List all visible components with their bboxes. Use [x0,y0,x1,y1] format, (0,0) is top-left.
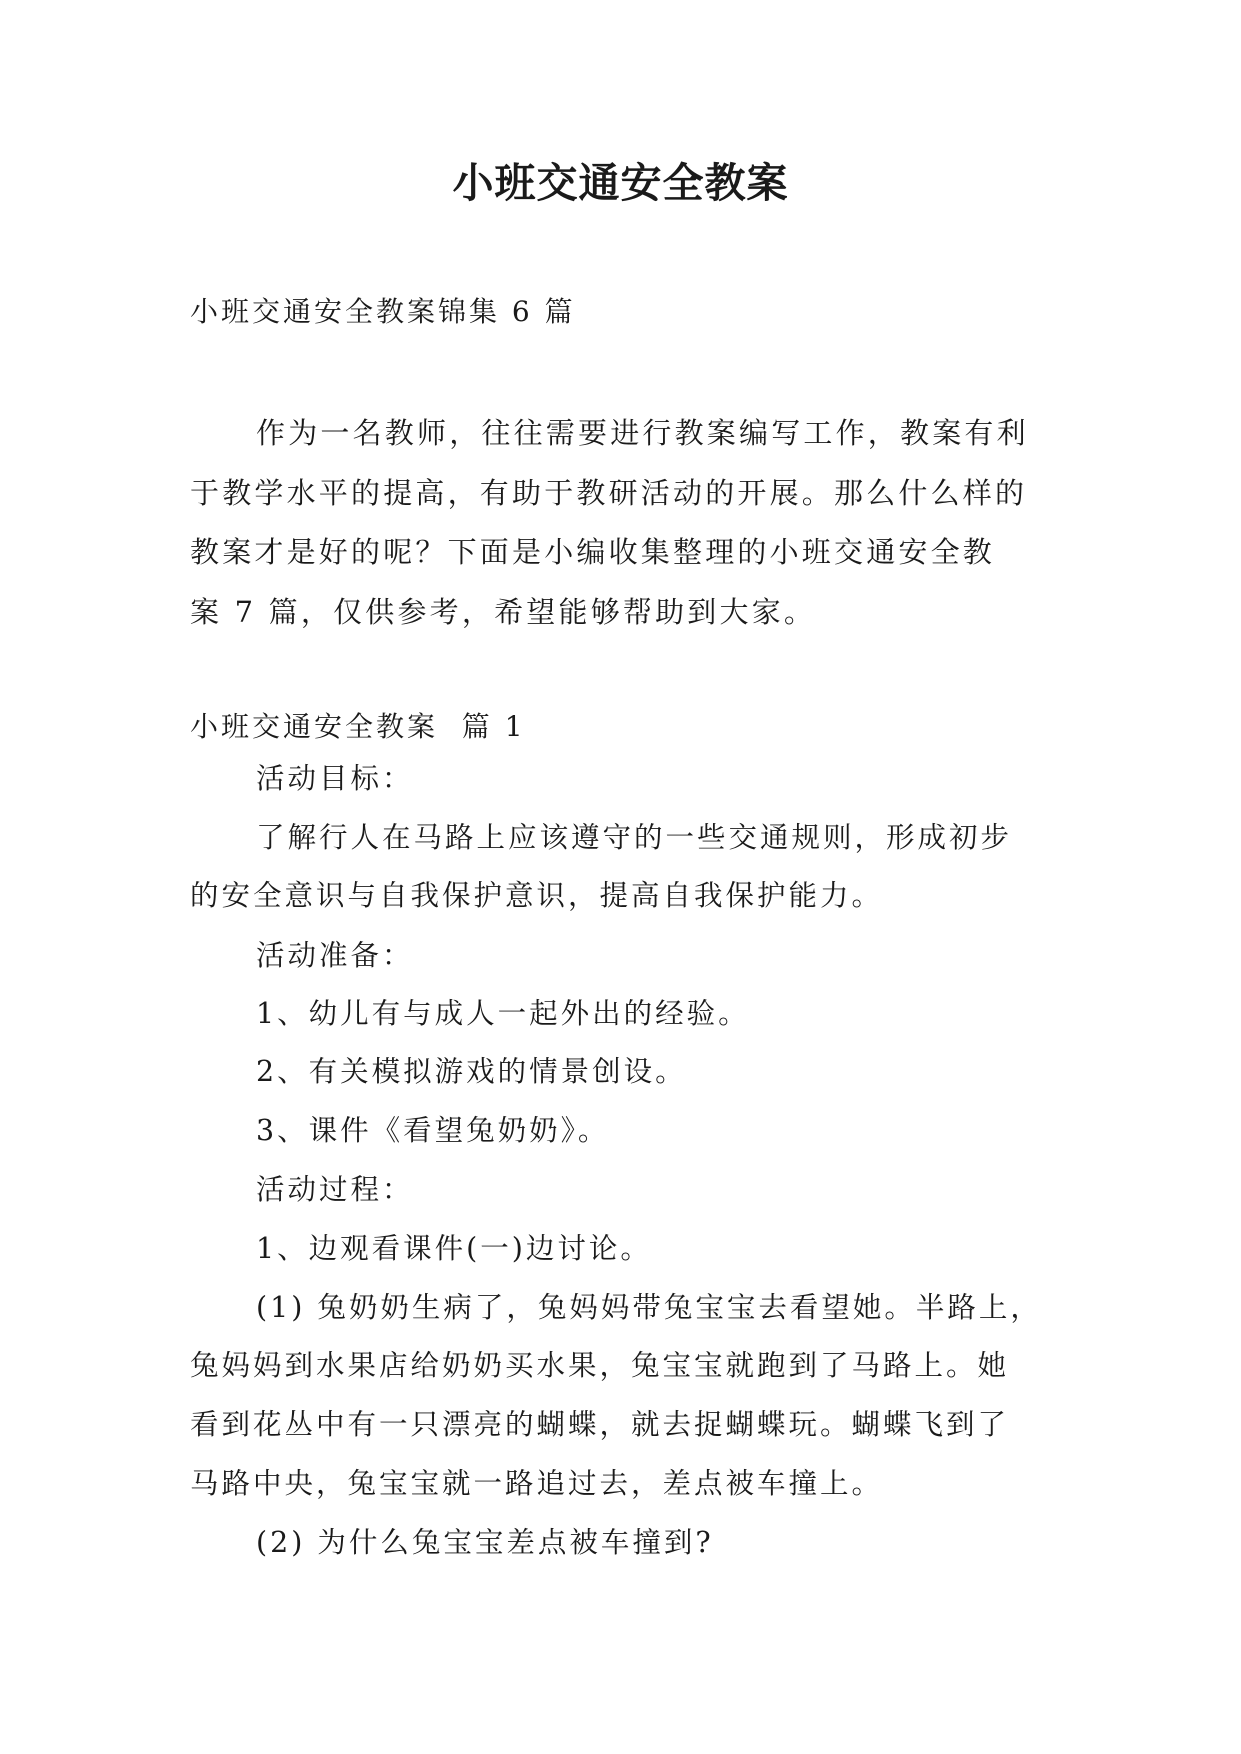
intro-line: 教案才是好的呢？下面是小编收集整理的小班交通安全教 [190,535,996,569]
document-title: 小班交通安全教案 [452,159,789,207]
paragraph-line: 了解行人在马路上应该遵守的一些交通规则，形成初步 [256,821,1013,854]
paragraph-line: 看到花丛中有一只漂亮的蝴蝶，就去捉蝴蝶玩。蝴蝶飞到了 [190,1408,1010,1441]
list-item: 2、有关模拟游戏的情景创设。 [256,1055,687,1088]
list-item: 1、幼儿有与成人一起外出的经验。 [256,997,750,1030]
section-heading: 小班交通安全教案 篇 1 [190,710,526,743]
document-subtitle: 小班交通安全教案锦集 6 篇 [190,295,576,328]
list-item: 3、课件《看望兔奶奶》。 [256,1114,610,1147]
heading-activity-process: 活动过程： [256,1173,414,1206]
list-item: 1、边观看课件(一)边讨论。 [256,1232,652,1265]
intro-line: 作为一名教师，往往需要进行教案编写工作，教案有利 [256,416,1029,450]
intro-line: 于教学水平的提高，有助于教研活动的开展。那么什么样的 [190,475,1028,510]
paragraph-line: 的安全意识与自我保护意识，提高自我保护能力。 [190,879,884,912]
heading-activity-prep: 活动准备： [256,939,414,972]
intro-paragraph [190,404,1054,642]
paragraph-line: (2) 为什么兔宝宝差点被车撞到? [256,1526,714,1559]
heading-activity-goal: 活动目标： [256,762,414,795]
paragraph-line: (1) 兔奶奶生病了，兔妈妈带兔宝宝去看望她。半路上， [256,1291,1042,1324]
paragraph-line: 马路中央，兔宝宝就一路追过去，差点被车撞上。 [190,1467,884,1500]
paragraph-line: 兔妈妈到水果店给奶奶买水果，兔宝宝就跑到了马路上。她 [190,1349,1010,1382]
intro-line: 案 7 篇，仅供参考，希望能够帮助到大家。 [190,594,817,629]
